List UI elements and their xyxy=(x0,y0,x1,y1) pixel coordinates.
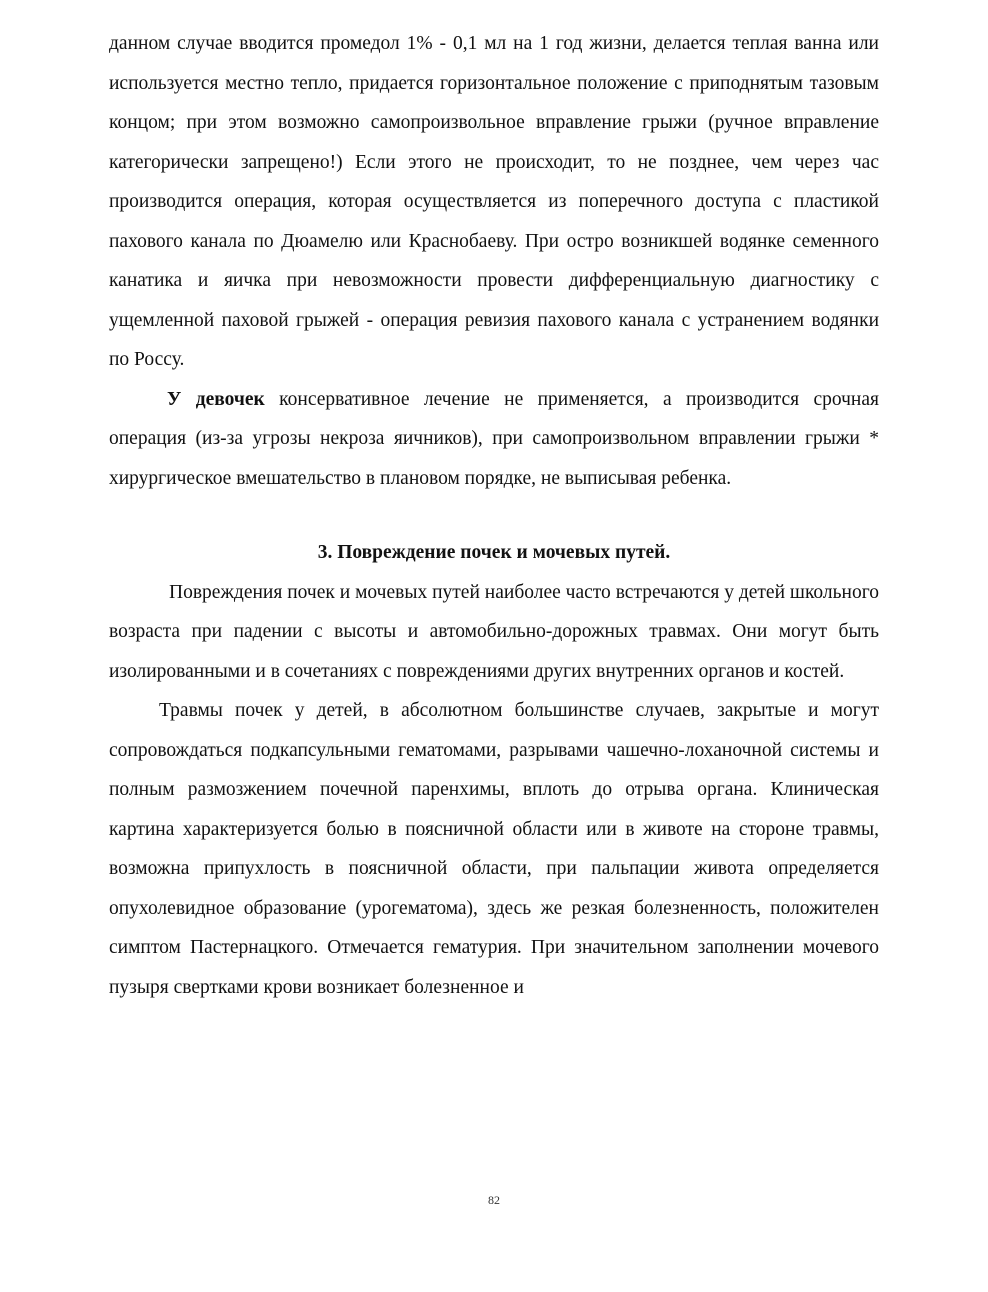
paragraph-kidney-trauma: Травмы почек у детей, в абсолютном большинстве случаев, закрытые и могут сопровождаться подкапсульными гематомами, разрывами чашечно-лоханочной системы и полным размозжением почечной паренхимы, вплоть до отрыва органа. Клиническая картина характеризуется болью в поясничной области или в животе на стороне травмы, возможна припухлость в поясничной области, при пальпации живота определяется опухолевидное образование (урогематома), здесь же резкая болезненность, положителен симптом Пастернацкого. Отмечается гематурия. При значительном заполнении мочевого пузыря свертками крови возникает болезненное и xyxy=(109,700,879,998)
text-block xyxy=(109,24,879,1007)
page-number: 82 xyxy=(488,1193,500,1207)
paragraph-lead-bold: У девочек xyxy=(167,388,265,410)
paragraph-body: консервативное лечение не применяется, а производится срочная операция (из-за угрозы некроза яичников), при самопроизвольном вправлении грыжи * хирургическое вмешательство в плановом порядке, не выписывая ребенка. xyxy=(109,388,879,489)
paragraph-continuation: данном случае вводится промедол 1% - 0,1 мл на 1 год жизни, делается теплая ванна или используется местно тепло, придается горизонтальное положение с приподнятым тазовым концом; при этом возможно самопроизвольное вправление грыжи (ручное вправление категорически запрещено!) Если этого не происходит, то не позднее, чем через час производится операция, которая осуществляется из поперечного доступа с пластикой пахового канала по Дюамелю или Краснобаеву. При остро возникшей водянке семенного канатика и яичка при невозможности провести дифференциальную диагностику с ущемленной паховой грыжей - операция ревизия пахового канала с устранением водянки по Россу. xyxy=(109,33,879,370)
paragraph-kidney-injuries: Повреждения почек и мочевых путей наиболее часто встречаются у детей школьного возраста при падении с высоты и автомобильно-дорожных травмах. Они могут быть изолированными и в сочетаниях с повреждениями других внутренних органов и костей. xyxy=(109,581,879,682)
section-heading: 3. Повреждение почек и мочевых путей. xyxy=(317,542,671,563)
paragraph-girls xyxy=(109,380,879,499)
